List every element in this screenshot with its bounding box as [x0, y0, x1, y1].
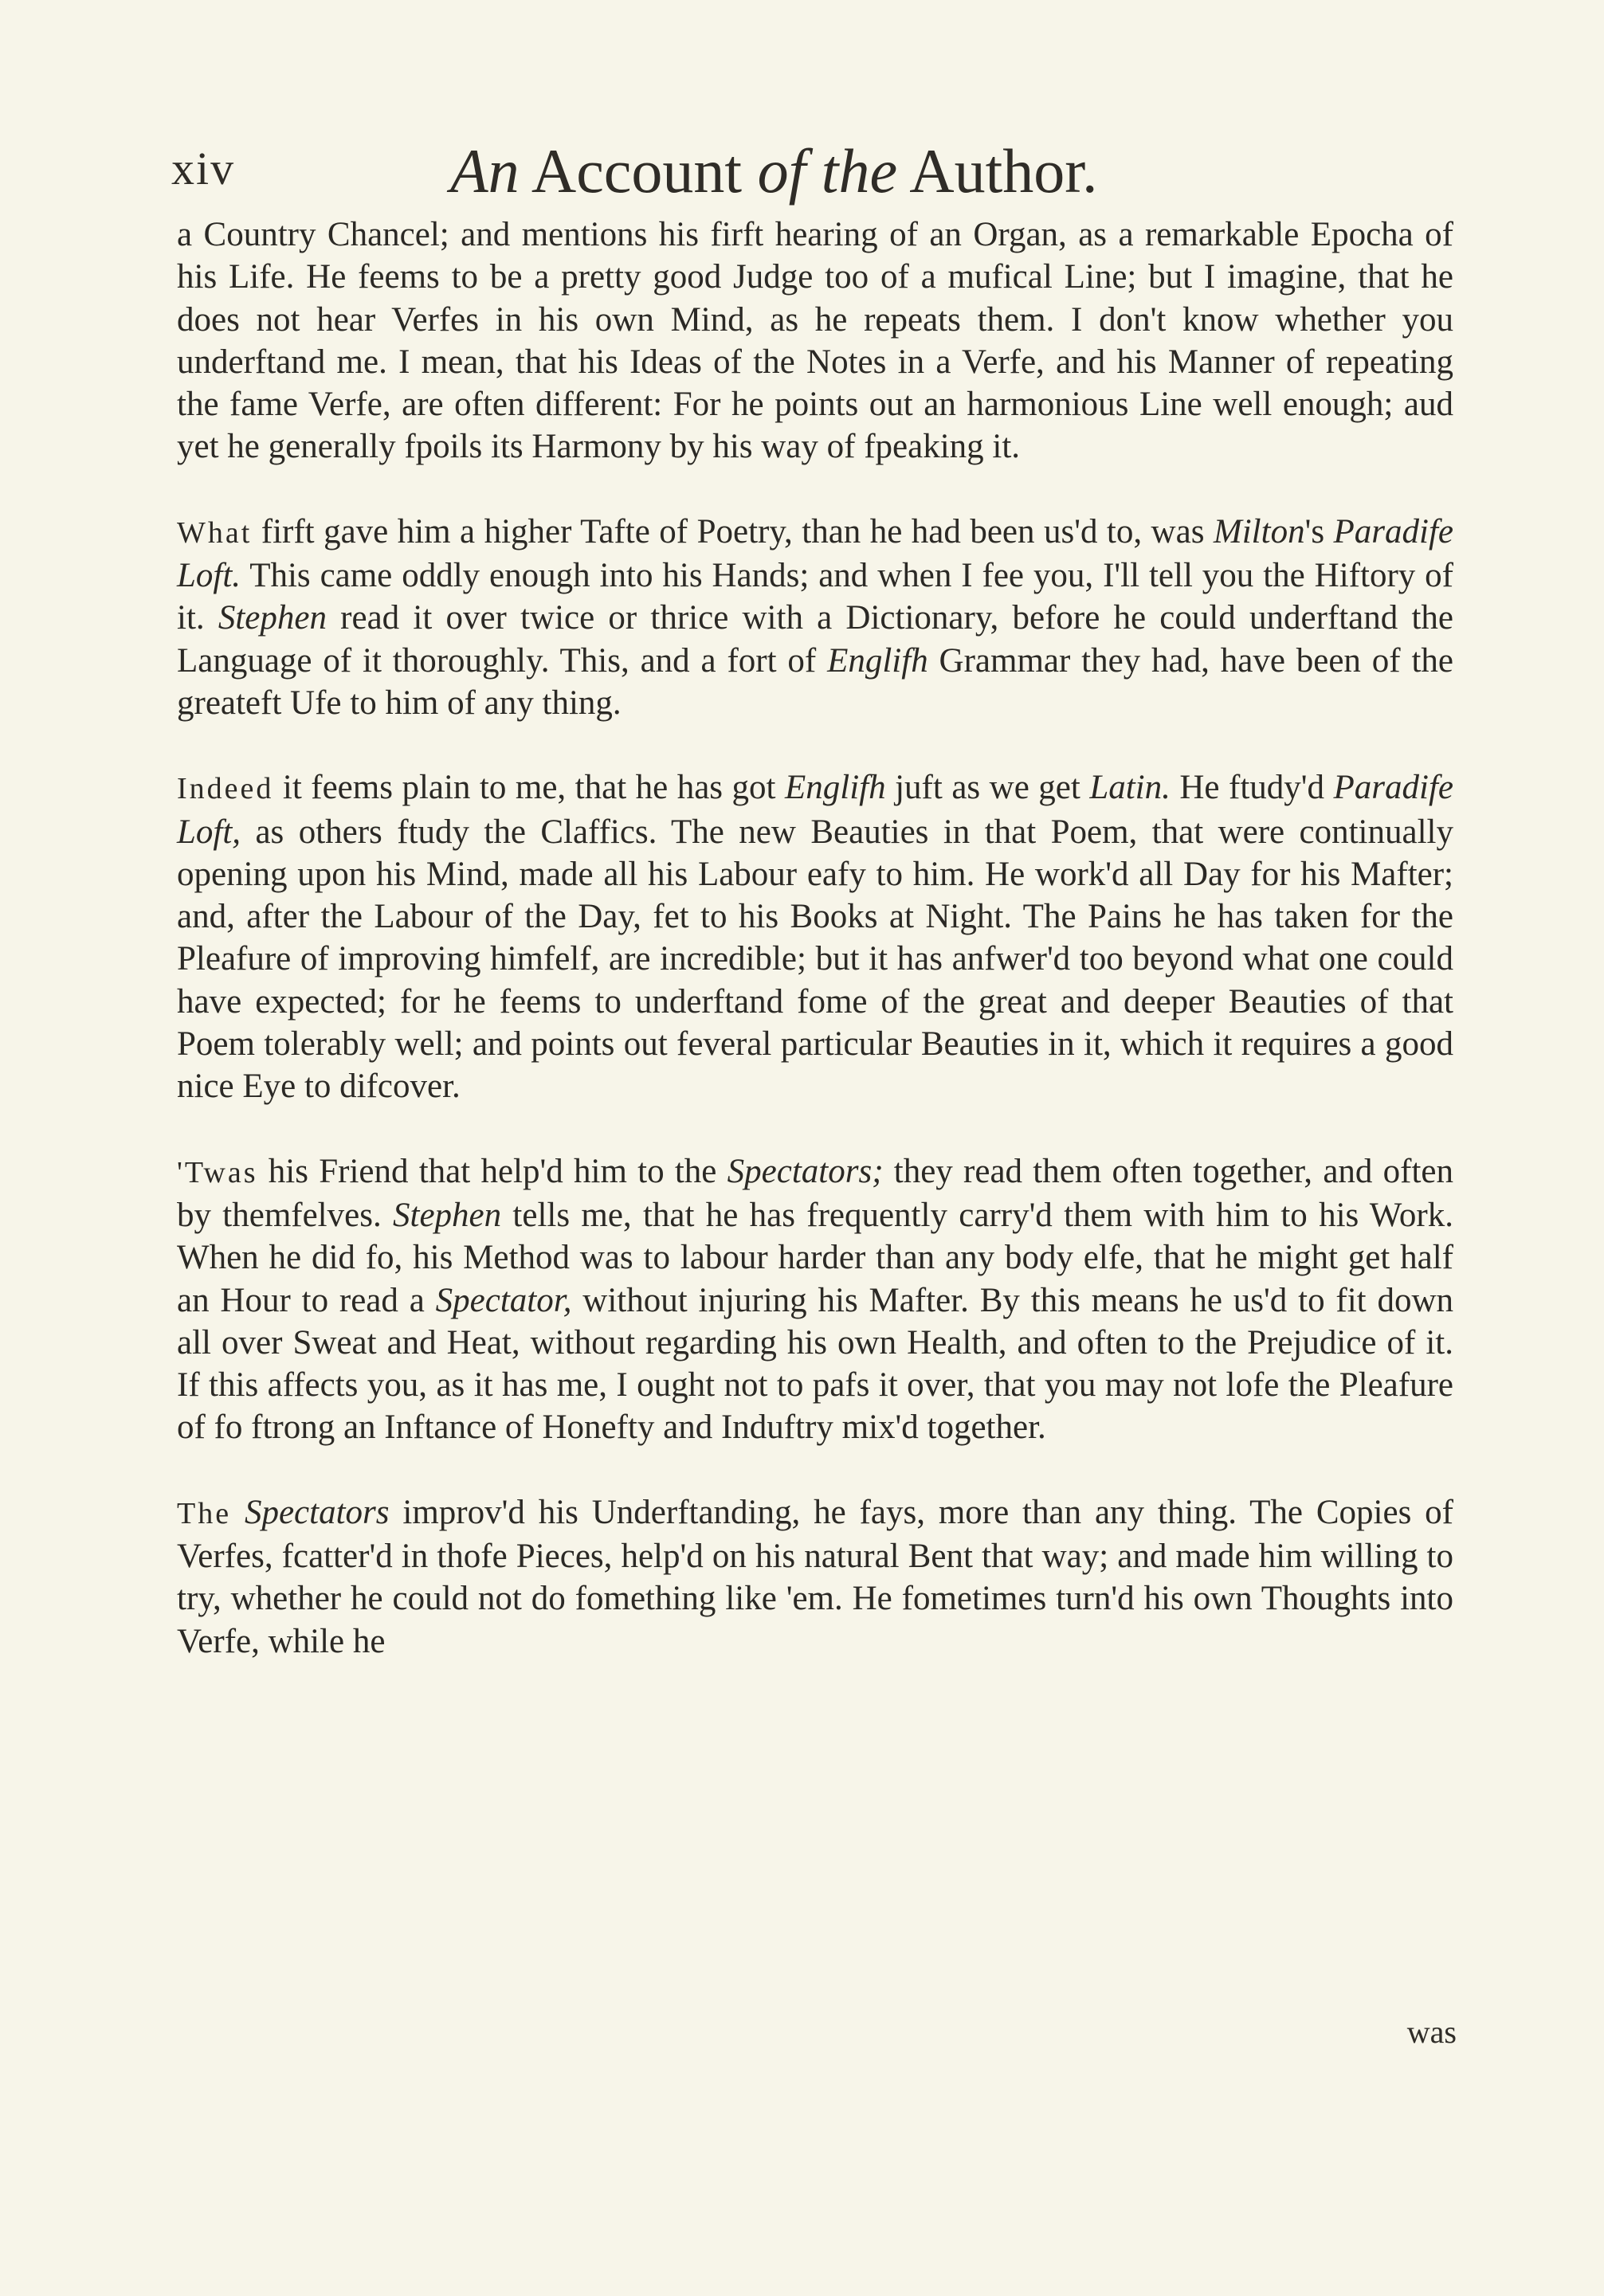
text-run: his Friend that help'd him to the [257, 1152, 727, 1190]
italic-run: Paradife Loft. [177, 512, 1454, 595]
paragraph-lead-word: Indeed [177, 772, 274, 806]
italic-run: Spectator, [435, 1281, 572, 1319]
catchword: was [1406, 2014, 1457, 2050]
paragraph-lead-word: 'Twas [177, 1155, 258, 1189]
italic-run: Stephen [393, 1196, 502, 1234]
title-word-account: Account [531, 136, 743, 206]
text-run: He ftudy'd [1170, 769, 1334, 807]
italic-run: Milton [1213, 512, 1305, 550]
italic-run: Stephen [218, 599, 327, 637]
page-title [450, 135, 1097, 207]
body-text [177, 214, 1453, 1663]
text-run: firft gave him a higher Tafte of Poetry, than he had been us'd to, was [252, 512, 1214, 550]
text-run: 's [1304, 512, 1334, 550]
text-run: This came oddly enough into his Hands; and when I fee you, I'll tell you the Hiftory of it. [177, 557, 1453, 637]
text-run: tells me, that he has frequently carry'd them with him to his Work. When he did fo, his Method was to labour harder than any body elfe, that he might get half an Hour to read a [177, 1196, 1453, 1319]
italic-run: Paradife Loft, [177, 769, 1454, 851]
italic-run: Latin. [1089, 769, 1171, 807]
title-word-author: Author. [909, 136, 1098, 206]
title-word-an: An [450, 136, 520, 206]
paragraph-5 [177, 1491, 1453, 1663]
text-run: without injuring his Mafter. By this means he us'd to fit down all over Sweat and Heat, without regarding his own Health, and often to the Prejudice of it. If this affects you, as it has me, I ought not to pafs it over, that you may not lofe the Pleafure of fo ftrong an Inftance of Honefty and Induftry mix'd together. [177, 1281, 1453, 1447]
title-word-of-the: of the [757, 136, 898, 206]
page-number: xiv [171, 143, 236, 194]
text-run: it feems plain to me, that he has got [273, 769, 785, 807]
paragraph-lead-word: What [177, 515, 253, 550]
italic-run: Spectators; [727, 1152, 884, 1190]
text-run: improv'd his Underftanding, he fays, more than any thing. The Copies of Verfes, fcatter'd in thofe Pieces, help'd on his natural Bent that way; and made him willing to try, whether he could not do fomething like 'em. He fometimes turn'd his own Thoughts into Verfe, while he [177, 1493, 1454, 1660]
running-header [171, 135, 1454, 223]
paragraph-1: a Country Chancel; and mentions his firft hearing of an Organ, as a remarkable Epocha of his Life. He feems to be a pretty good Judge too of a mufical Line; but I imagine, that he does not hear Verfes in his own Mind, as he repeats them. I don't know whether you underftand me. I mean, that his Ideas of the Notes in a Verfe, and his Manner of repeating the fame Verfe, are often different: For he points out an harmonious Line well enough; aud yet he generally fpoils its Harmony by his way of fpeaking it. [177, 216, 1453, 466]
paragraph-lead-word: The [177, 1496, 232, 1530]
paragraph-2 [177, 511, 1453, 724]
italic-run: Englifh [827, 641, 928, 680]
italic-run: Englifh [785, 769, 886, 807]
text-run: Grammar they had, have been of the greateft Ufe to him of any thing. [177, 641, 1453, 722]
paragraph-3 [177, 766, 1453, 1107]
text-run: read it over twice or thrice with a Dictionary, before he could underftand the Language of it thoroughly. This, and a fort of [177, 599, 1453, 680]
text-run: as others ftudy the Claffics. The new Beauties in that Poem, that were continually opening upon his Mind, made all his Labour eafy to him. He work'd all Day for his Mafter; and, after the Labour of the Day, fet to his Books at Night. The Pains he has taken for the Pleafure of improving himfelf, are incredible; but it has anfwer'd too beyond what one could have expected; for he feems to underftand fome of the great and deeper Beauties of that Poem tolerably well; and points out feveral particular Beauties in it, which it requires a good nice Eye to difcover. [177, 813, 1453, 1106]
italic-run: Spectators [244, 1493, 390, 1531]
paragraph-4 [177, 1150, 1453, 1449]
text-run: juft as we get [885, 769, 1090, 807]
text-run: they read them often together, and often by themfelves. [177, 1152, 1454, 1234]
